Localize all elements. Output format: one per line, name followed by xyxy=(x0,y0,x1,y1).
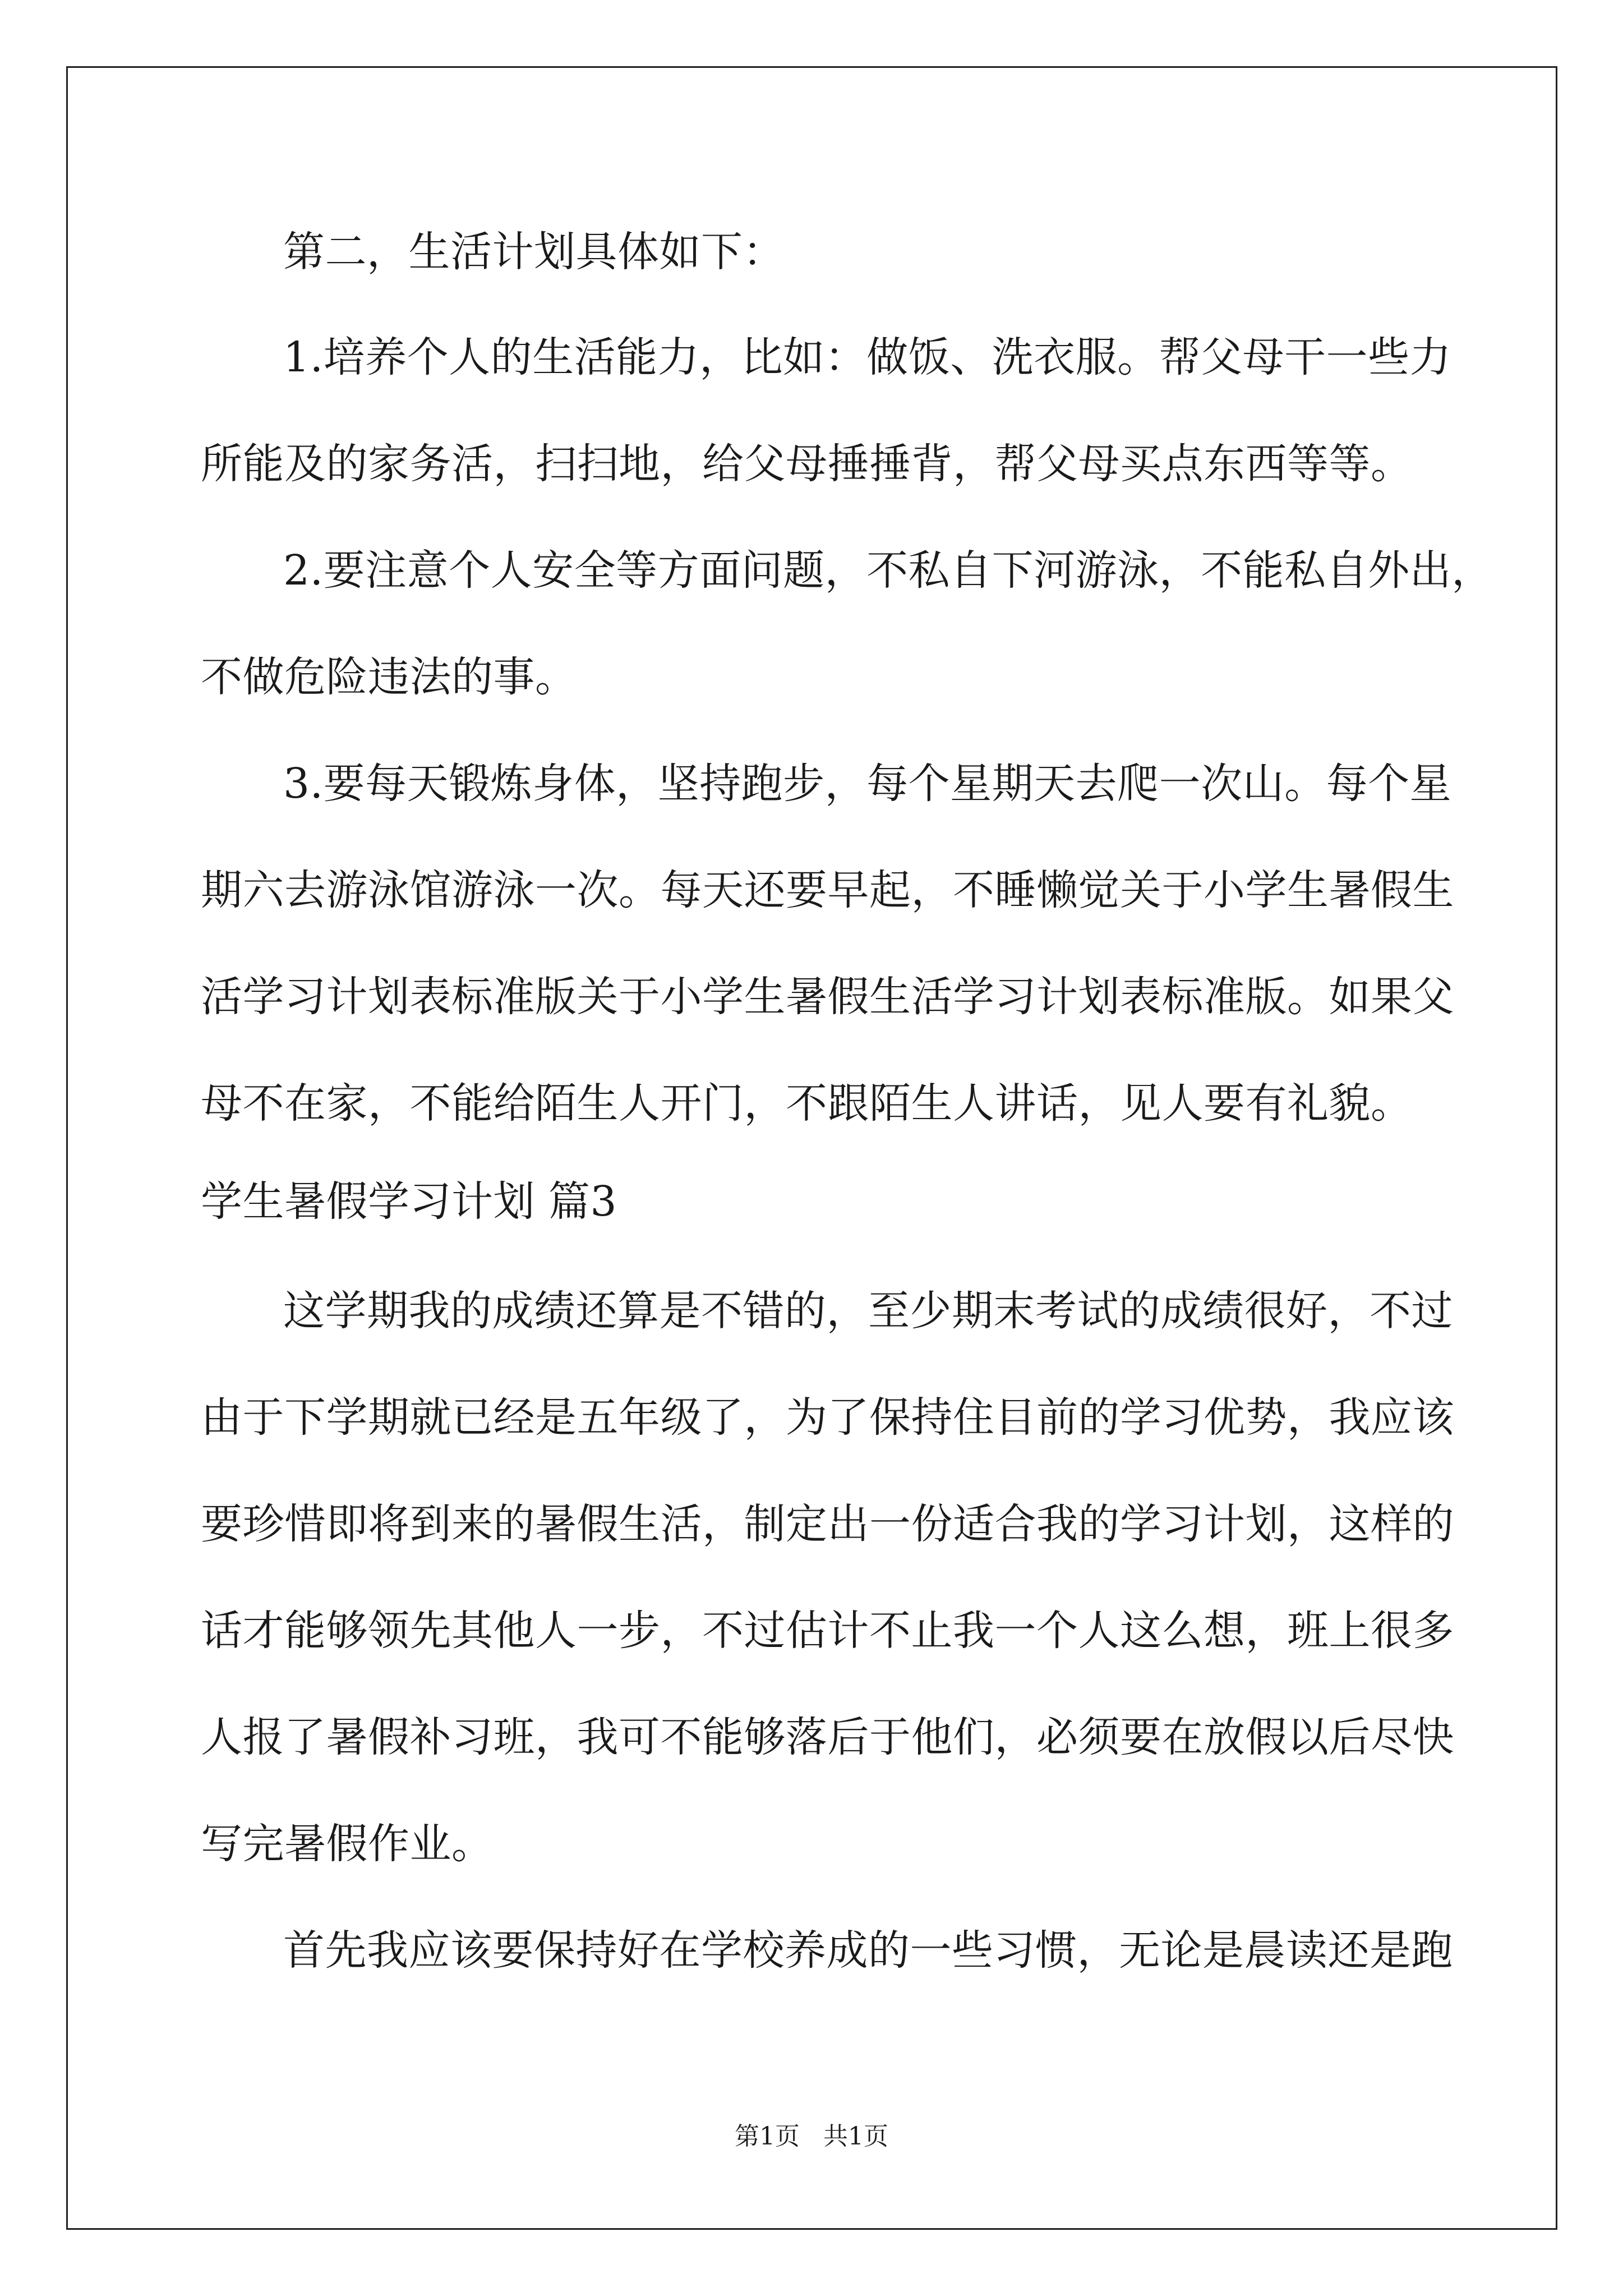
paragraph-line: 1.培养个人的生活能力，比如：做饭、洗衣服。帮父母干一些力 xyxy=(283,333,1452,381)
paragraph-line: 3.要每天锻炼身体，坚持跑步，每个星期天去爬一次山。每个星 xyxy=(283,760,1452,808)
page-border xyxy=(66,66,1557,2230)
paragraph-line: 第二，生活计划具体如下： xyxy=(283,228,785,276)
paragraph-line: 话才能够领先其他人一步，不过估计不止我一个人这么想，班上很多 xyxy=(201,1607,1454,1655)
paragraph-line: 由于下学期就已经是五年级了，为了保持住目前的学习优势，我应该 xyxy=(201,1393,1454,1442)
section-heading: 学生暑假学习计划 篇3 xyxy=(201,1177,617,1226)
paragraph-line: 人报了暑假补习班，我可不能够落后于他们，必须要在放假以后尽快 xyxy=(201,1713,1454,1761)
paragraph-line: 2.要注意个人安全等方面问题，不私自下河游泳，不能私自外出， xyxy=(283,546,1493,595)
paragraph-line: 这学期我的成绩还算是不错的，至少期末考试的成绩很好，不过 xyxy=(283,1287,1453,1335)
paragraph-line: 写完暑假作业。 xyxy=(201,1820,494,1868)
paragraph-line: 期六去游泳馆游泳一次。每天还要早起，不睡懒觉关于小学生暑假生 xyxy=(201,866,1454,914)
paragraph-line: 活学习计划表标准版关于小学生暑假生活学习计划表标准版。如果父 xyxy=(201,973,1454,1021)
paragraph-line: 所能及的家务活，扫扫地，给父母捶捶背，帮父母买点东西等等。 xyxy=(201,440,1413,488)
paragraph-line: 要珍惜即将到来的暑假生活，制定出一份适合我的学习计划，这样的 xyxy=(201,1500,1454,1548)
paragraph-line: 不做危险违法的事。 xyxy=(201,653,577,701)
paragraph-line: 母不在家，不能给陌生人开门，不跟陌生人讲话，见人要有礼貌。 xyxy=(201,1079,1413,1128)
page-number-footer: 第1页 共1页 xyxy=(735,2122,888,2151)
paragraph-line: 首先我应该要保持好在学校养成的一些习惯，无论是晨读还是跑 xyxy=(283,1926,1453,1975)
